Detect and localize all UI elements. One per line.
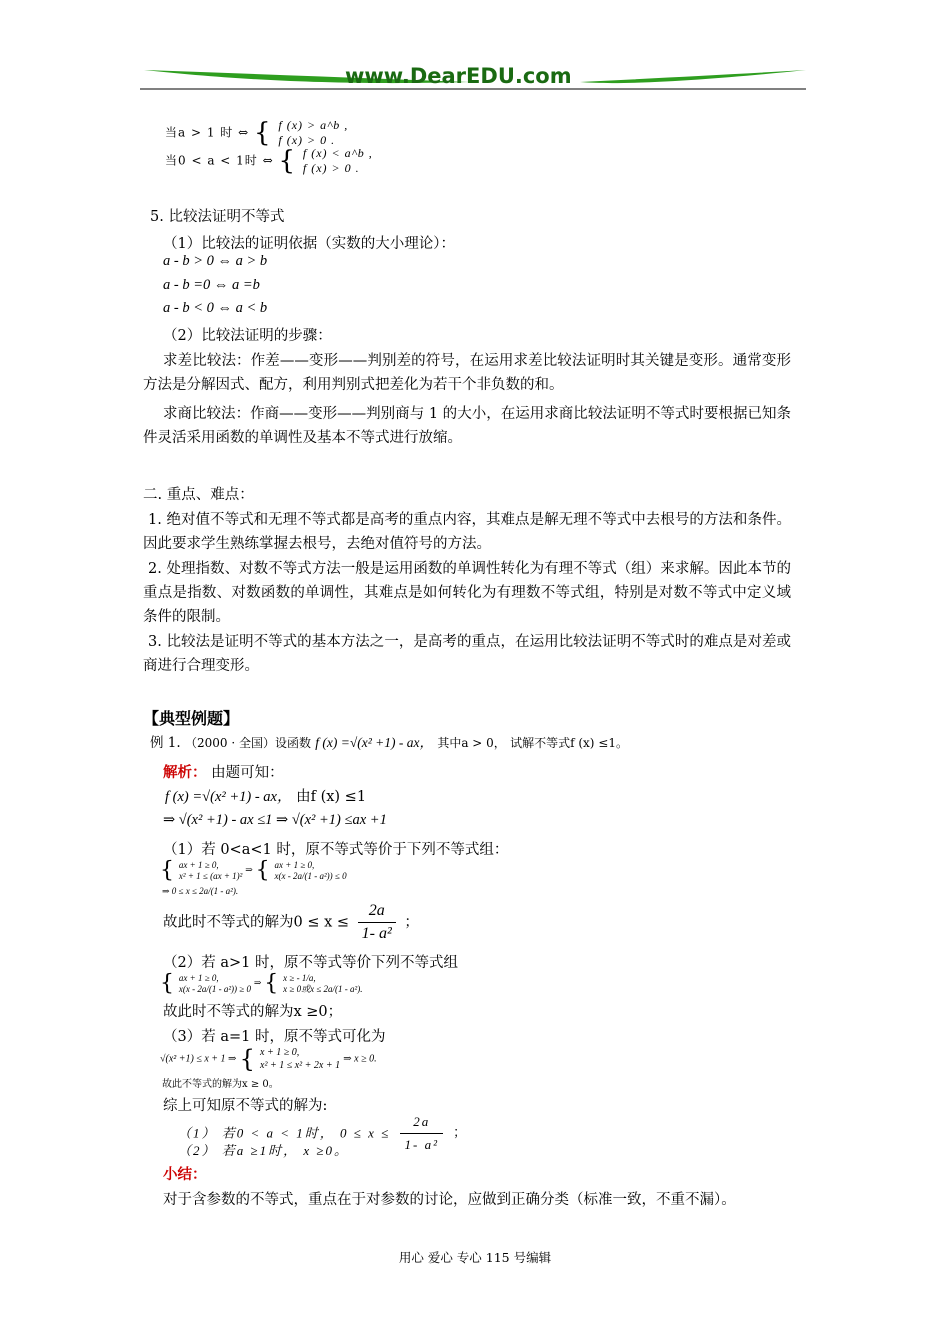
point-2: 2. 处理指数、对数不等式方法一般是运用函数的单调性转化为有理不等式（组）来求解。因此本节的重点是指数、对数函数的单调性，其难点是如何转化为有理数不等式组，特别是对数不等式中定义域条件的限制。 — [143, 561, 791, 625]
intro-case-2 — [165, 146, 373, 176]
analysis-line — [163, 761, 284, 782]
case2-sys-a-2: x(x - 2a/(1 - a²)) ≥ 0 — [178, 984, 251, 994]
case1-sys-b-2: x(x - 2a/(1 - a²)) ≤ 0 — [274, 871, 347, 881]
case1-conclusion-prefix: 故此时不等式的解为0 ≤ x ≤ — [163, 914, 350, 931]
example-label: 例 1. — [150, 735, 181, 751]
case3-rhs: ⇒ x ≥ 0. — [343, 1053, 377, 1065]
fraction-2a — [358, 900, 396, 945]
section2-title: 二. 重点、难点： — [143, 487, 254, 503]
case2-sys-a-1: ax + 1 ≥ 0, — [178, 973, 219, 983]
intro-case-1 — [165, 118, 348, 148]
brace: { — [264, 971, 279, 996]
analysis-text: 由题可知： — [211, 765, 284, 781]
case1-result-small: ⇒ 0 ≤ x ≤ 2a/(1 - a²). — [162, 886, 239, 896]
section5-sub2: （2）比较法证明的步骤： — [163, 328, 332, 344]
frac-num: 2a — [358, 900, 396, 923]
example-where: 其中a > 0， — [437, 736, 506, 750]
case2-title: （2）若 a>1 时，原不等式等价下列不等式组 — [163, 955, 458, 971]
example-1-statement — [150, 731, 628, 751]
footer-text: 用心 爱心 专心 115 号编辑 — [398, 1250, 552, 1265]
case2-sys-b-2: x ≥ 0或x ≤ 2a/(1 - a²). — [283, 984, 363, 994]
case2-conclusion: 故此时不等式的解为x ≥0； — [163, 1004, 343, 1020]
final1-suffix: ； — [453, 1125, 469, 1141]
case1-conclusion — [163, 900, 419, 945]
case1-sys-a-2: x² + 1 ≤ (ax + 1)² — [178, 871, 243, 881]
quot-method: 求商比较法：作商——变形——判别商与 1 的大小，在运用求商比较法证明不等式时要根据已知条件灵活采用函数的单调性及基本不等式进行放缩。 — [143, 406, 791, 446]
case1-conclusion-suffix: ； — [404, 914, 419, 931]
section5-title: 5. 比较法证明不等式 — [150, 209, 285, 225]
implication-line: ⇒ √(x² +1) - ax ≤1 ⇒ √(x² +1) ≤ax +1 — [163, 812, 387, 828]
example-func: f (x) =√(x² +1) - ax， — [315, 735, 434, 750]
case1-system: { ax + 1 ≥ 0, x² + 1 ≤ (ax + 1)² ⇒ { ax + 1 ≥ 0, x(x - 2a/(1 - a²)) ≤ 0 — [160, 858, 347, 883]
case2-sys-b-1: x ≥ - 1/a, — [283, 973, 316, 983]
brace: { — [255, 858, 270, 883]
rule-2: a - b =0 ⇔ a =b — [163, 277, 260, 293]
case2-line-2: f (x) > 0 . — [302, 161, 360, 175]
case2-system: { ax + 1 ≥ 0, x(x - 2a/(1 - a²)) ≥ 0 ⇒ { x ≥ - 1/a, x ≥ 0或x ≤ 2a/(1 - a²). — [160, 971, 363, 996]
example-task: 试解不等式f (x) ≤1。 — [510, 736, 628, 750]
case3-system — [160, 1046, 377, 1072]
case1-sys-b-1: ax + 1 ≥ 0, — [274, 860, 315, 870]
section5-sub1: （1）比较法的证明依据（实数的大小理论）： — [163, 236, 455, 252]
case1-cond: 当a > 1 时 ⇔ — [165, 125, 250, 140]
fx-line — [165, 785, 366, 806]
brace: { — [254, 118, 272, 148]
case1-title: （1）若 0<a<1 时，原不等式等价于下列不等式组： — [163, 842, 509, 858]
final1-prefix: （1） 若0 < a < 1时， 0 ≤ x ≤ — [178, 1125, 391, 1141]
summary-label: 小结： — [163, 1166, 207, 1183]
case1-sys-a-1: ax + 1 ≥ 0, — [178, 860, 219, 870]
case3-title: （3）若 a=1 时，原不等式可化为 — [163, 1029, 386, 1045]
case3-sys-2: x² + 1 ≤ x² + 2x + 1 — [260, 1060, 341, 1071]
final-frac-den: 1- a² — [404, 1137, 439, 1152]
rule-3: a - b < 0 ⇔ a < b — [163, 300, 268, 316]
case3-sys-1: x + 1 ≥ 0, — [260, 1047, 300, 1058]
fx-tail: 由f (x) ≤1 — [296, 789, 367, 805]
fx-def: f (x) =√(x² +1) - ax， — [165, 789, 292, 805]
right-swoosh — [580, 70, 806, 83]
case2-line-1: f (x) < a^b , — [302, 146, 373, 160]
final-2: （2） 若a ≥1时， x ≥0。 — [178, 1143, 350, 1158]
final-frac-num: 2a — [400, 1111, 442, 1134]
brace: { — [239, 1045, 255, 1073]
brace: { — [278, 146, 297, 176]
case2-cond: 当0 < a < 1时 ⇔ — [165, 153, 274, 168]
case1-line-1: f (x) > a^b , — [278, 118, 349, 132]
final-fraction — [400, 1111, 442, 1156]
summary-text: 对于含参数的不等式，重点在于对参数的讨论，应做到正确分类（标准一致，不重不漏）。 — [163, 1192, 736, 1208]
analysis-label: 解析： — [163, 764, 207, 781]
point-3: 3. 比较法是证明不等式的基本方法之一，是高考的重点，在运用比较法证明不等式时的难点是对差或商进行合理变形。 — [143, 634, 791, 674]
examples-heading: 【典型例题】 — [143, 709, 240, 728]
brace: { — [160, 971, 174, 996]
frac-den: 1- a² — [361, 925, 392, 942]
example-source: （2000 · 全国）设函数 — [184, 736, 311, 750]
summary-intro: 综上可知原不等式的解为: — [163, 1098, 328, 1114]
brace: { — [160, 858, 174, 883]
point-1: 1. 绝对值不等式和无理不等式都是高考的重点内容，其难点是解无理不等式中去根号的方法和条件。因此要求学生熟练掌握去根号，去绝对值符号的方法。 — [143, 512, 791, 552]
rule-1: a - b > 0 ⇔ a > b — [163, 253, 268, 269]
case1-line-2: f (x) > 0 . — [278, 133, 336, 147]
diff-method: 求差比较法：作差——变形——判别差的符号，在运用求差比较法证明时其关键是变形。通常变形方法是分解因式、配方，利用判别式把差化为若干个非负数的和。 — [143, 353, 791, 393]
site-name[interactable]: www.DearEDU.com — [345, 64, 572, 88]
case3-conclusion: 故此不等式的解为x ≥ 0。 — [162, 1079, 279, 1090]
case3-lhs: √(x² +1) ≤ x + 1 ⇒ — [160, 1053, 237, 1065]
